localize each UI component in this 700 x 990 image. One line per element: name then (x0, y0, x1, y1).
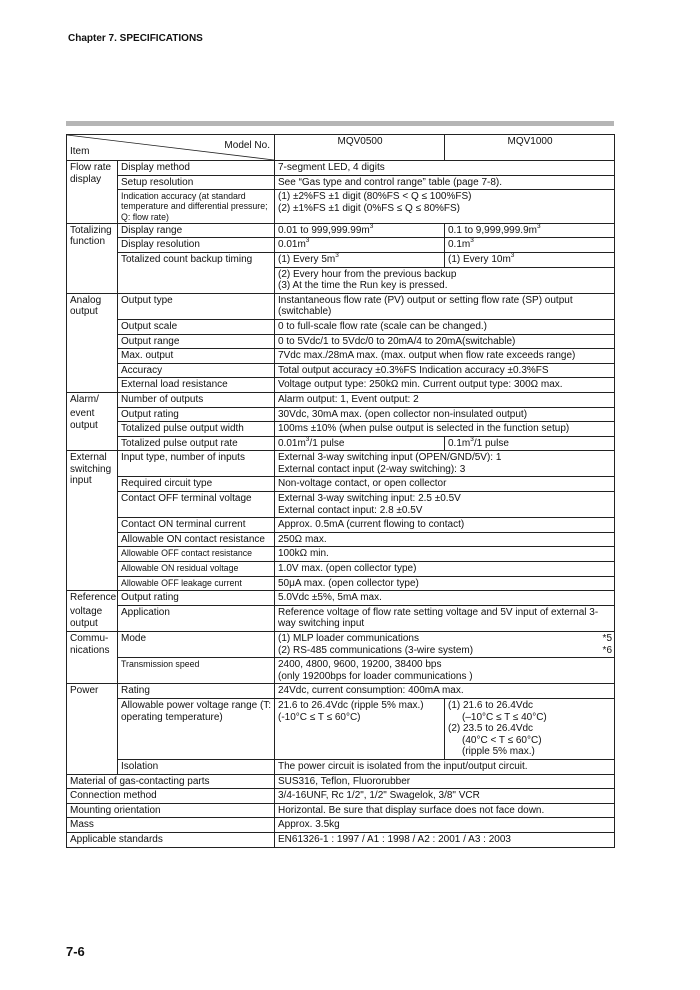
value-line (278, 645, 612, 657)
table-row (67, 363, 615, 378)
table-row (67, 349, 615, 364)
item-label: Material of gas-contacting parts (67, 774, 275, 789)
value-line: (only 19200bps for loader communications ) (278, 670, 473, 682)
item-label: Output range (118, 334, 275, 349)
item-value: 30Vdc, 30mA max. (open collector non-insulated output) (275, 407, 615, 422)
value-text: 0.1m (448, 437, 471, 449)
category-analog-output: Analog output (67, 293, 118, 392)
item-label: Max. output (118, 349, 275, 364)
item-value: Horizontal. Be sure that display surface does not face down. (275, 803, 615, 818)
item-value-mqv1000 (445, 436, 615, 451)
item-label: Setup resolution (118, 175, 275, 190)
value-text: (1) MLP loader communications (278, 633, 419, 645)
item-label: Applicable standards (67, 832, 275, 847)
item-value-mqv1000 (445, 223, 615, 238)
value-line: External 3-way switching input (OPEN/GND/5V): 1 (278, 452, 502, 464)
value-line: 2400, 4800, 9600, 19200, 38400 bps (278, 659, 442, 671)
item-label: Totalized pulse output rate (118, 436, 275, 451)
item-label: External load resistance (118, 378, 275, 393)
item-value-mqv1000 (445, 238, 615, 253)
category-line: voltage (70, 606, 103, 618)
item-value-mqv1000 (445, 252, 615, 267)
model-header-mqv0500: MQV0500 (275, 135, 445, 161)
item-value: 1.0V max. (open collector type) (275, 562, 615, 577)
item-value: Instantaneous flow rate (PV) output or setting flow rate (SP) output (switchable) (275, 293, 615, 319)
item-value: Total output accuracy ±0.3%FS Indication accuracy ±0.3%FS (275, 363, 615, 378)
category-line: output (70, 617, 98, 629)
table-row (67, 293, 615, 319)
value-line: (2) 23.5 to 26.4Vdc (448, 723, 534, 735)
spec-table (66, 134, 615, 848)
item-label: Output rating (118, 407, 275, 422)
value-line: External 3-way switching input: 2.5 ±0.5V (278, 493, 461, 505)
table-row (67, 422, 615, 437)
item-value: Voltage output type: 250kΩ min. Current output type: 300Ω max. (275, 378, 615, 393)
table-row (67, 252, 615, 267)
value-line: 21.6 to 26.4Vdc (ripple 5% max.) (278, 699, 424, 711)
item-label: Allowable power voltage range (T: operating temperature) (118, 698, 275, 759)
item-value: Approx. 0.5mA (current flowing to contact) (275, 518, 615, 533)
category-communications: Commu-nications (67, 632, 118, 684)
item-label: Required circuit type (118, 477, 275, 492)
table-row (67, 684, 615, 699)
value-line: (-10°C ≤ T ≤ 60°C) (278, 711, 361, 723)
item-value: 7Vdc max./28mA max. (max. output when flow rate exceeds range) (275, 349, 615, 364)
item-label: Indication accuracy (at standard temperature and differential pressure; Q: flow rate) (118, 190, 275, 224)
value-text: 0.01m (278, 437, 306, 449)
corner-item-label: Item (70, 146, 90, 158)
item-label: Transmission speed (118, 658, 275, 684)
value-line: (3) At the time the Run key is pressed. (278, 280, 448, 292)
item-label: Accuracy (118, 363, 275, 378)
item-value (275, 632, 615, 658)
item-label: Display method (118, 161, 275, 176)
item-value-mqv0500 (275, 223, 445, 238)
table-row (67, 190, 615, 224)
category-external-switching-input: External switching input (67, 451, 118, 591)
item-label: Output type (118, 293, 275, 319)
header-rule (66, 121, 614, 126)
item-value-mqv0500 (275, 698, 445, 759)
item-value: 100ms ±10% (when pulse output is selected in the function setup) (275, 422, 615, 437)
item-value-mqv0500 (275, 436, 445, 451)
value-line (278, 633, 612, 645)
item-label: Number of outputs (118, 392, 275, 407)
value-text: 0.01 to 999,999.99m (278, 224, 370, 236)
item-value: EN61326-1 : 1997 / A1 : 1998 / A2 : 2001 / A3 : 2003 (275, 832, 615, 847)
item-value: 7-segment LED, 4 digits (275, 161, 615, 176)
table-row (67, 334, 615, 349)
item-label: Input type, number of inputs (118, 451, 275, 477)
item-value: 24Vdc, current consumption: 400mA max. (275, 684, 615, 699)
table-row (67, 832, 615, 847)
model-header-mqv1000: MQV1000 (445, 135, 615, 161)
value-suffix: /1 pulse (309, 437, 345, 449)
table-row (67, 789, 615, 804)
item-value: 0 to full-scale flow rate (scale can be changed.) (275, 319, 615, 334)
table-row (67, 175, 615, 190)
superscript: 3 (510, 251, 515, 259)
superscript: 3 (470, 435, 474, 443)
value-text: (1) Every 10m (448, 253, 511, 265)
item-value-mqv0500 (275, 238, 445, 253)
category-reference-voltage-output-cont (67, 605, 118, 631)
table-header-row (67, 135, 615, 161)
item-label: Mode (118, 632, 275, 658)
item-label: Application (118, 605, 275, 631)
category-power: Power (67, 684, 118, 774)
item-value: Reference voltage of flow rate setting voltage and 5V input of external 3-way switching input (275, 605, 615, 631)
value-text: 0.01m (278, 239, 306, 251)
item-value (275, 492, 615, 518)
superscript: 3 (470, 237, 474, 245)
table-row (67, 532, 615, 547)
table-row (67, 576, 615, 591)
superscript: 3 (305, 237, 310, 245)
value-text: 0.1m (448, 239, 471, 251)
item-label: Allowable OFF leakage current (118, 576, 275, 591)
table-row (67, 392, 615, 407)
table-row (67, 407, 615, 422)
category-reference-voltage-output: Reference (67, 591, 118, 606)
item-value-mqv0500 (275, 252, 445, 267)
item-label: Allowable ON contact resistance (118, 532, 275, 547)
category-alarm-event-output: Alarm/ (67, 392, 118, 407)
value-suffix: /1 pulse (473, 437, 509, 449)
table-row (67, 492, 615, 518)
item-value: 50μA max. (open collector type) (275, 576, 615, 591)
item-value: Non-voltage contact, or open collector (275, 477, 615, 492)
item-value-mqv1000 (445, 698, 615, 759)
superscript: 3 (305, 435, 310, 443)
category-alarm-event-output-cont (67, 407, 118, 451)
item-value: SUS316, Teflon, Fluororubber (275, 774, 615, 789)
item-value: 250Ω max. (275, 532, 615, 547)
value-line: External contact input: 2.8 ±0.5V (278, 504, 423, 516)
table-row (67, 632, 615, 658)
table-row (67, 591, 615, 606)
item-value: 3/4-16UNF, Rc 1/2", 1/2" Swagelok, 3/8" VCR (275, 789, 615, 804)
item-value: The power circuit is isolated from the input/output circuit. (275, 759, 615, 774)
table-row (67, 477, 615, 492)
table-row (67, 774, 615, 789)
table-row (67, 803, 615, 818)
value-text: (2) RS-485 communications (3-wire system) (278, 644, 474, 656)
item-label: Display range (118, 223, 275, 238)
superscript: 3 (369, 222, 374, 230)
superscript: 3 (335, 251, 339, 259)
footnote-mark: *5 (602, 633, 612, 645)
item-value: Approx. 3.5kg (275, 818, 615, 833)
page-number: 7-6 (66, 944, 85, 959)
table-row (67, 518, 615, 533)
table-row (67, 547, 615, 562)
item-label: Allowable ON residual voltage (118, 562, 275, 577)
item-label: Mass (67, 818, 275, 833)
table-row (67, 658, 615, 684)
value-line: (1) 21.6 to 26.4Vdc (448, 699, 534, 711)
item-label: Allowable OFF contact resistance (118, 547, 275, 562)
value-line: External contact input (2-way switching): 3 (278, 463, 466, 475)
item-label: Mounting orientation (67, 803, 275, 818)
value-text: (1) Every 5m (278, 253, 336, 265)
value-line: (40°C < T ≤ 60°C) (462, 734, 542, 746)
table-row (67, 759, 615, 774)
corner-model-label: Model No. (224, 140, 270, 151)
item-value (275, 451, 615, 477)
item-value: See “Gas type and control range” table (page 7-8). (275, 175, 615, 190)
item-value (275, 190, 615, 224)
table-row (67, 698, 615, 759)
item-value (275, 267, 615, 293)
table-row (67, 562, 615, 577)
table-row (67, 436, 615, 451)
value-line: (ripple 5% max.) (462, 746, 535, 758)
item-label: Display resolution (118, 238, 275, 253)
item-label: Contact ON terminal current (118, 518, 275, 533)
item-label: Totalized count backup timing (118, 252, 275, 293)
value-line: (1) ±2%FS ±1 digit (80%FS < Q ≤ 100%FS) (278, 191, 472, 203)
superscript: 3 (536, 222, 541, 230)
item-value: 5.0Vdc ±5%, 5mA max. (275, 591, 615, 606)
table-row (67, 238, 615, 253)
table-row (67, 161, 615, 176)
item-label: Output scale (118, 319, 275, 334)
category-line: event (70, 408, 95, 420)
value-text: 0.1 to 9,999,999.9m (448, 224, 537, 236)
item-label: Output rating (118, 591, 275, 606)
item-value: Alarm output: 1, Event output: 2 (275, 392, 615, 407)
item-label: Contact OFF terminal voltage (118, 492, 275, 518)
item-value: 0 to 5Vdc/1 to 5Vdc/0 to 20mA/4 to 20mA(switchable) (275, 334, 615, 349)
corner-cell (67, 135, 275, 161)
item-label: Rating (118, 684, 275, 699)
item-label: Totalized pulse output width (118, 422, 275, 437)
category-flow-rate-display: Flow rate display (67, 161, 118, 224)
table-row (67, 451, 615, 477)
table-row (67, 223, 615, 238)
value-line: (2) ±1%FS ±1 digit (0%FS ≤ Q ≤ 80%FS) (278, 202, 461, 214)
table-row (67, 319, 615, 334)
category-totalizing-function: Totalizing function (67, 223, 118, 293)
table-row (67, 818, 615, 833)
item-label: Connection method (67, 789, 275, 804)
value-line: (2) Every hour from the previous backup (278, 268, 457, 280)
item-label: Isolation (118, 759, 275, 774)
table-row (67, 605, 615, 631)
table-row (67, 378, 615, 393)
footnote-mark: *6 (602, 644, 612, 656)
category-line: output (70, 419, 98, 431)
chapter-title: Chapter 7. SPECIFICATIONS (68, 33, 203, 44)
item-value: 100kΩ min. (275, 547, 615, 562)
value-line: (–10°C ≤ T ≤ 40°C) (462, 711, 547, 723)
item-value (275, 658, 615, 684)
